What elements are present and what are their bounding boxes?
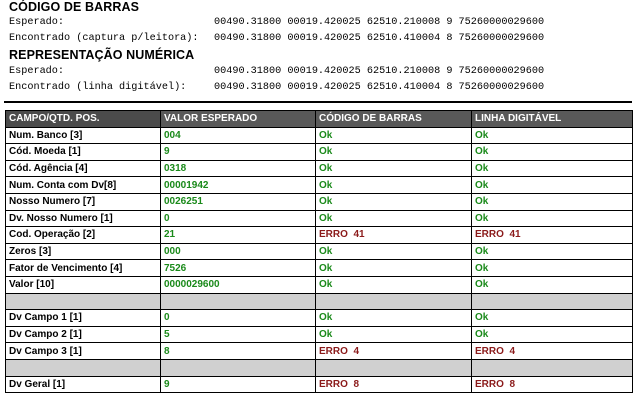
barcode-status-cell: Ok — [316, 127, 472, 144]
numeric-found-label: Encontrado (linha digitável): — [9, 82, 187, 93]
table-row — [6, 276, 633, 293]
table-row — [6, 260, 633, 277]
expected-cell: 0 — [161, 310, 316, 327]
table-row — [6, 144, 633, 161]
table-row — [6, 127, 633, 144]
field-cell: Dv Campo 2 [1] — [6, 326, 161, 343]
barcode-status-cell: ERRO 4 — [316, 343, 472, 360]
table-row — [6, 343, 633, 360]
barcode-status-cell: Ok — [316, 177, 472, 194]
expected-cell: 000 — [161, 243, 316, 260]
separator-cell — [161, 293, 316, 310]
separator-cell — [316, 359, 472, 376]
line-status-cell: ERRO 4 — [472, 343, 633, 360]
barcode-status-cell: Ok — [316, 243, 472, 260]
barcode-status-cell: ERRO 8 — [316, 376, 472, 393]
field-cell: Cod. Operação [2] — [6, 227, 161, 244]
barcode-status-cell: Ok — [316, 210, 472, 227]
barcode-status-cell: Ok — [316, 310, 472, 327]
field-cell: Dv Campo 3 [1] — [6, 343, 161, 360]
table-header-row — [6, 111, 633, 128]
group-separator-row — [6, 359, 633, 376]
separator-cell — [6, 293, 161, 310]
barcode-found-value: 00490.31800 00019.420025 62510.410004 8 75260000029600 — [214, 33, 545, 44]
header-expected: VALOR ESPERADO — [161, 111, 316, 128]
section-divider — [4, 101, 632, 103]
table-row — [6, 210, 633, 227]
barcode-status-cell: Ok — [316, 276, 472, 293]
field-cell: Cód. Agência [4] — [6, 160, 161, 177]
field-cell: Dv Geral [1] — [6, 376, 161, 393]
numeric-expected-label: Esperado: — [9, 66, 65, 77]
field-cell: Cód. Moeda [1] — [6, 144, 161, 161]
expected-cell: 004 — [161, 127, 316, 144]
barcode-expected-value: 00490.31800 00019.420025 62510.210008 9 75260000029600 — [214, 17, 545, 28]
separator-cell — [472, 359, 633, 376]
separator-cell — [6, 359, 161, 376]
line-status-cell: Ok — [472, 243, 633, 260]
numeric-found-value: 00490.31800 00019.420025 62510.410004 8 75260000029600 — [214, 82, 545, 93]
expected-cell: 9 — [161, 144, 316, 161]
field-cell: Dv. Nosso Numero [1] — [6, 210, 161, 227]
table-row — [6, 227, 633, 244]
barcode-status-cell: Ok — [316, 326, 472, 343]
table-row — [6, 177, 633, 194]
numeric-found-row — [9, 82, 544, 93]
table-row — [6, 243, 633, 260]
barcode-status-cell: Ok — [316, 193, 472, 210]
header-barcode: CÓDIGO DE BARRAS — [316, 111, 472, 128]
line-status-cell: ERRO 8 — [472, 376, 633, 393]
line-status-cell: Ok — [472, 310, 633, 327]
expected-cell: 8 — [161, 343, 316, 360]
barcode-expected-row — [9, 17, 544, 28]
header-line: LINHA DIGITÁVEL — [472, 111, 633, 128]
header-field: CAMPO/QTD. POS. — [6, 111, 161, 128]
expected-cell: 00001942 — [161, 177, 316, 194]
line-status-cell: Ok — [472, 177, 633, 194]
table-row — [6, 193, 633, 210]
barcode-status-cell: Ok — [316, 160, 472, 177]
expected-cell: 5 — [161, 326, 316, 343]
line-status-cell: Ok — [472, 326, 633, 343]
table-row — [6, 310, 633, 327]
separator-cell — [161, 359, 316, 376]
line-status-cell: Ok — [472, 193, 633, 210]
group-separator-row — [6, 293, 633, 310]
field-cell: Num. Banco [3] — [6, 127, 161, 144]
line-status-cell: Ok — [472, 260, 633, 277]
separator-cell — [316, 293, 472, 310]
expected-cell: 0026251 — [161, 193, 316, 210]
line-status-cell: ERRO 41 — [472, 227, 633, 244]
expected-cell: 21 — [161, 227, 316, 244]
line-status-cell: Ok — [472, 210, 633, 227]
table-row — [6, 326, 633, 343]
separator-cell — [472, 293, 633, 310]
field-cell: Num. Conta com Dv[8] — [6, 177, 161, 194]
barcode-expected-label: Esperado: — [9, 17, 65, 28]
numeric-section-title: REPRESENTAÇÃO NUMÉRICA — [9, 48, 195, 62]
numeric-expected-row — [9, 66, 544, 77]
field-cell: Fator de Vencimento [4] — [6, 260, 161, 277]
expected-cell: 0 — [161, 210, 316, 227]
barcode-found-row — [9, 33, 544, 44]
table-row — [6, 160, 633, 177]
field-cell: Valor [10] — [6, 276, 161, 293]
expected-cell: 0318 — [161, 160, 316, 177]
line-status-cell: Ok — [472, 160, 633, 177]
barcode-found-label: Encontrado (captura p/leitora): — [9, 33, 199, 44]
line-status-cell: Ok — [472, 127, 633, 144]
numeric-expected-value: 00490.31800 00019.420025 62510.210008 9 75260000029600 — [214, 66, 545, 77]
comparison-table — [5, 110, 633, 393]
barcode-status-cell: Ok — [316, 260, 472, 277]
field-cell: Zeros [3] — [6, 243, 161, 260]
line-status-cell: Ok — [472, 276, 633, 293]
expected-cell: 7526 — [161, 260, 316, 277]
table-row — [6, 376, 633, 393]
field-cell: Nosso Numero [7] — [6, 193, 161, 210]
field-cell: Dv Campo 1 [1] — [6, 310, 161, 327]
barcode-status-cell: Ok — [316, 144, 472, 161]
expected-cell: 9 — [161, 376, 316, 393]
expected-cell: 0000029600 — [161, 276, 316, 293]
line-status-cell: Ok — [472, 144, 633, 161]
barcode-section-title: CÓDIGO DE BARRAS — [9, 0, 140, 14]
barcode-status-cell: ERRO 41 — [316, 227, 472, 244]
